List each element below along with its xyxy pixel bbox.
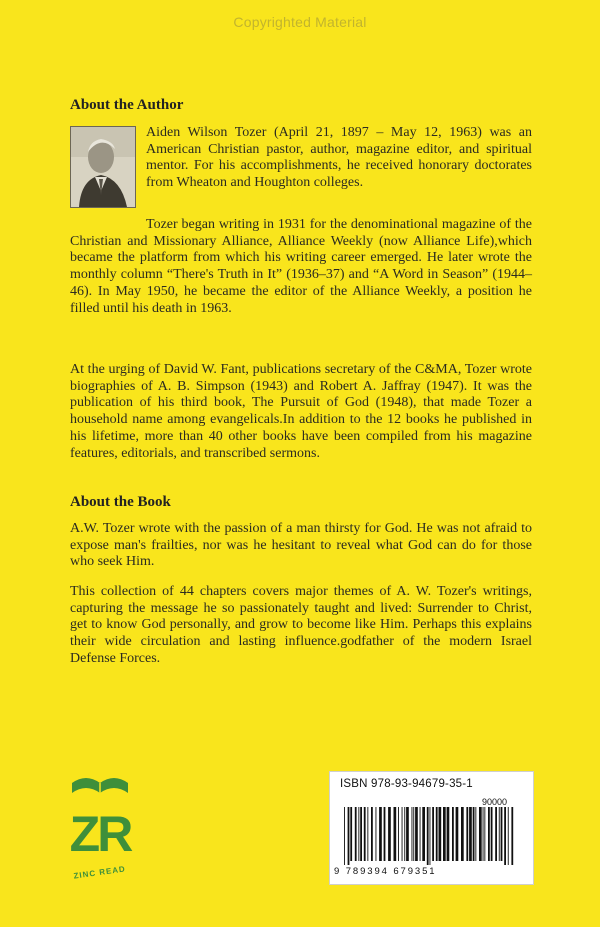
barcode-bar (491, 807, 493, 861)
isbn-label: ISBN 978-93-94679-35-1 (340, 778, 473, 790)
barcode-bar (350, 807, 352, 861)
barcode-bar (376, 807, 377, 861)
barcode-bar (412, 807, 413, 861)
barcode-bar (479, 807, 482, 861)
about-author-heading: About the Author (70, 97, 184, 113)
barcode-bar (511, 807, 513, 865)
author-bio-books: At the urging of David W. Fant, publications secretary of the C&MA, Tozer wrote biographies of A. B. Simpson (1943) and Robert A. Jaffray (1947). It was the publication of his third book, The Pursuit of God (1948), that made Tozer a household name among evangelicals.In addition to the 12 books he published in his lifetime, more than 40 other books have been compiled from his magazine features, editorials, and transcribed sermons. (70, 362, 532, 461)
barcode-bar (508, 807, 509, 865)
barcode-bars (342, 807, 522, 865)
barcode-bar (473, 807, 475, 861)
copyright-watermark: Copyrighted Material (233, 14, 367, 30)
author-photo (70, 126, 136, 208)
author-bio-intro: Aiden Wilson Tozer (April 21, 1897 – May 12, 1963) was an American Christian pastor, author, magazine editor, and spiritual mentor. For his accomplishments, he received honorary doctorates from Wheaton and Houghton colleges. (146, 125, 532, 191)
barcode-bar (398, 807, 399, 861)
barcode-digits: 9 789394 679351 (334, 866, 437, 877)
logo-text: ZINC READ (73, 864, 127, 881)
barcode-bar (404, 807, 405, 861)
barcode-bar (461, 807, 464, 861)
barcode-bar (484, 807, 485, 861)
barcode-bar (430, 807, 431, 865)
logo-letters: ZR (69, 806, 131, 862)
barcode-bar (355, 807, 357, 861)
barcode-bar (420, 807, 421, 861)
barcode-bar (360, 807, 362, 861)
barcode-bar (475, 807, 476, 861)
barcode-bar (483, 807, 484, 861)
barcode-bar (427, 807, 429, 865)
barcode-bar (447, 807, 450, 861)
barcode-bar (344, 807, 345, 865)
about-book-heading: About the Book (70, 494, 171, 510)
book-pages-icon (72, 778, 128, 793)
barcode-bar (348, 807, 350, 865)
barcode-bar (406, 807, 409, 861)
about-book-paragraph-1: A.W. Tozer wrote with the passion of a man thirsty for God. He was not afraid to expose man's frailties, nor was he hesitant to reveal what God can do for those who seek Him. (70, 521, 532, 570)
barcode-bar (379, 807, 382, 861)
barcode-bar (394, 807, 397, 861)
barcode-bar (415, 807, 418, 861)
barcode-bar (452, 807, 454, 861)
barcode-bar (488, 807, 490, 861)
about-book-paragraph-2: This collection of 44 chapters covers major themes of A. W. Tozer's writings, capturing the message he so passionately taught and lived: Surrender to Christ, get to know God personally, and grow to become like Him. Perhaps this explains their wide circulation and lasting influence.godfather of the modern Israel Defense Forces. (70, 584, 532, 666)
publisher-logo (64, 771, 136, 883)
barcode-bar (388, 807, 391, 861)
barcode-bar (413, 807, 414, 861)
price-code: 90000 (482, 797, 508, 807)
barcode-bar (364, 807, 366, 861)
isbn-barcode (329, 771, 534, 885)
barcode-bar (371, 807, 373, 861)
barcode-bar (432, 807, 434, 861)
author-bio-career: Tozer began writing in 1931 for the denominational magazine of the Christian and Missionary Alliance, Alliance Weekly (now Alliance Life),which became the platform from which his writing career emerged. He later wrote the monthly column “There's Truth in It” (1936–37) and “A Word in Season” (1944–46). In May 1950, he became the editor of the Alliance Weekly, a position he filled until his death in 1963. (70, 217, 532, 316)
barcode-bar (436, 807, 438, 861)
barcode-bar (443, 807, 446, 861)
barcode-bar (367, 807, 368, 861)
barcode-bar (402, 807, 403, 861)
barcode-bar (439, 807, 442, 861)
barcode-bar (504, 807, 506, 865)
barcode-bar (469, 807, 472, 861)
barcode-bar (456, 807, 459, 861)
barcode-bar (384, 807, 386, 861)
barcode-bar (422, 807, 425, 861)
barcode-bar (495, 807, 497, 861)
barcode-bar (499, 807, 500, 861)
barcode-bar (501, 807, 503, 861)
barcode-bar (358, 807, 359, 861)
barcode-bar (466, 807, 468, 861)
